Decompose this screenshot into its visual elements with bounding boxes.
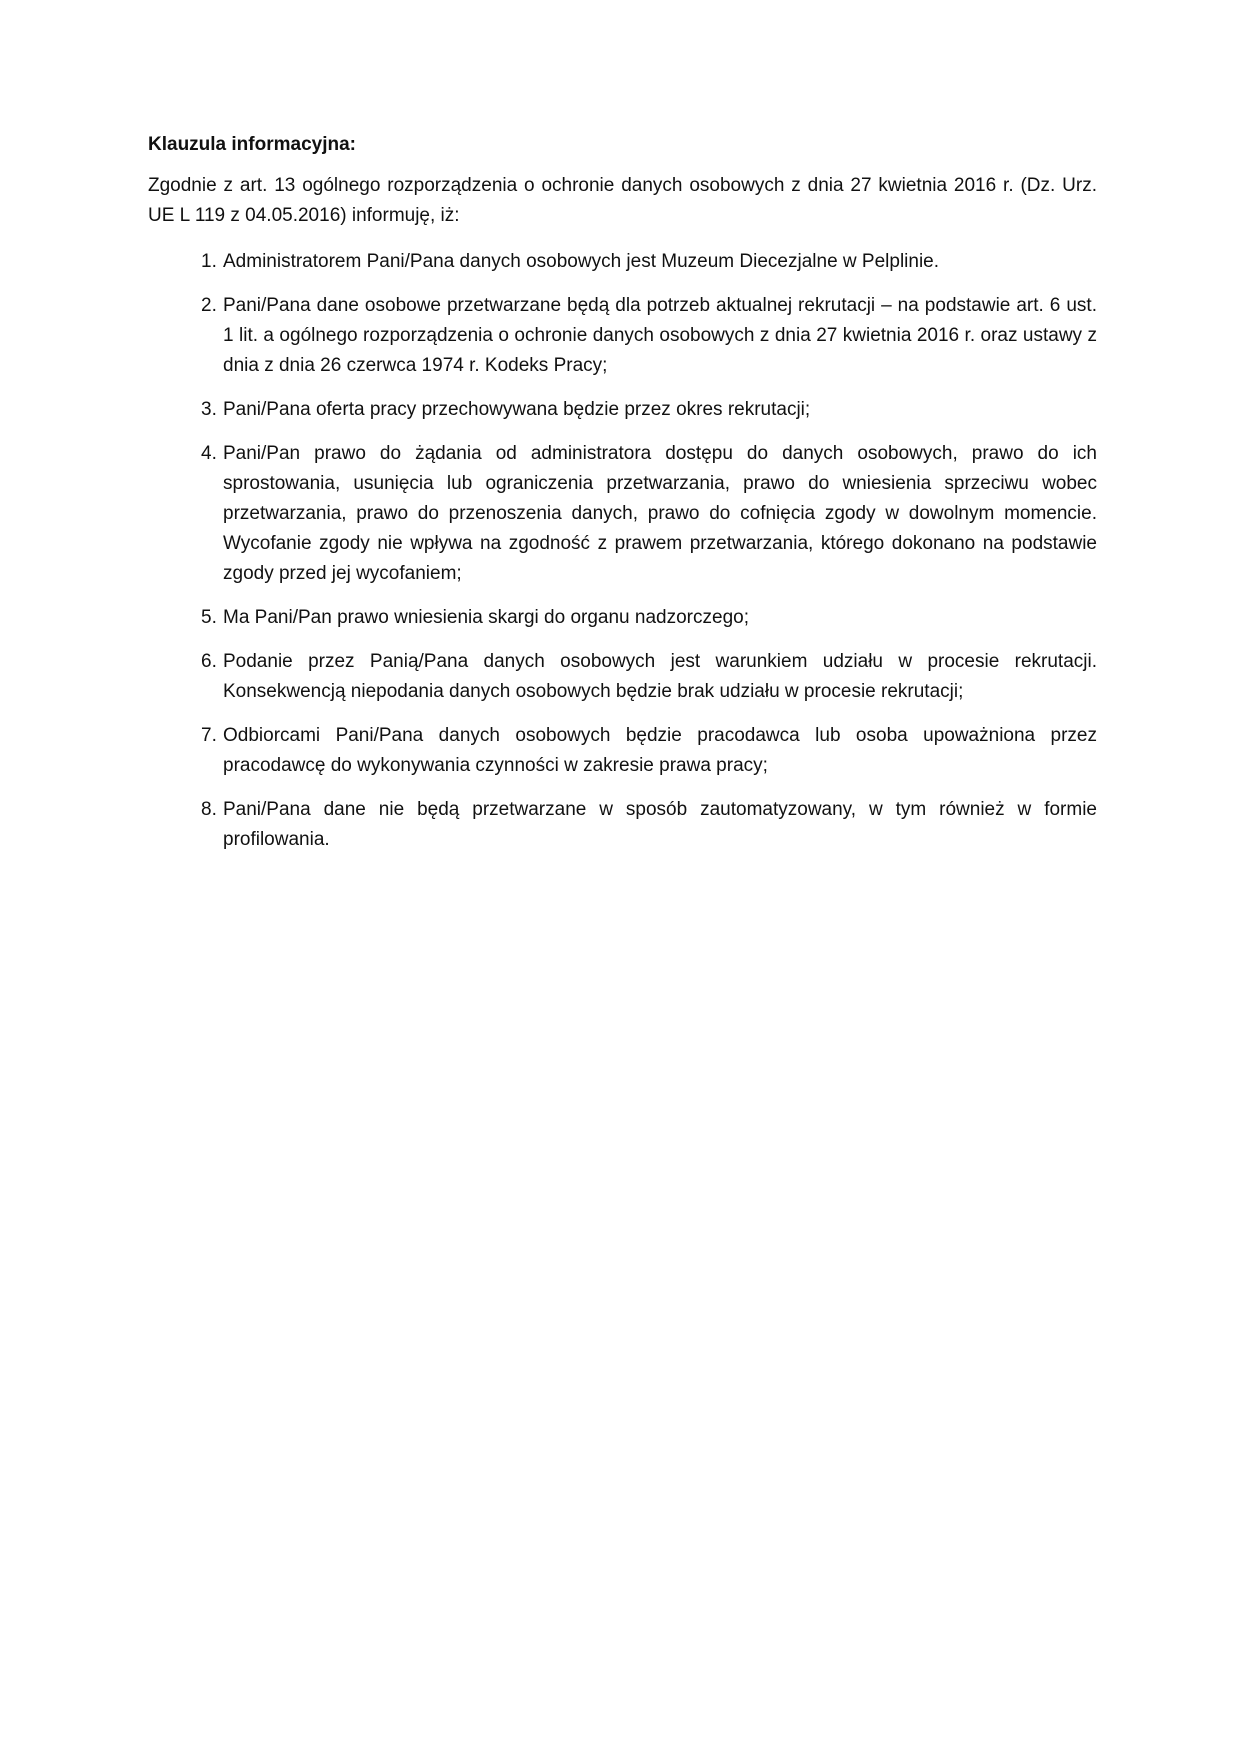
clause-number: 8. [201,799,217,820]
clause-text: Pani/Pan prawo do żądania od administratora dostępu do danych osobowych, prawo do ich sprostowania, usunięcia lub ograniczenia przetwarzania, prawo do wniesienia sprzeciwu wobec przetwarzania, prawo do przenoszenia danych, prawo do cofnięcia zgody w dowolnym momencie. Wycofanie zgody nie wpływa na zgodność z prawem przetwarzania, którego dokonano na podstawie zgody przed jej wycofaniem; [223,443,1097,584]
clause-text: Pani/Pana oferta pracy przechowywana będzie przez okres rekrutacji; [223,399,811,420]
list-item [148,721,1097,781]
clause-number: 1. [201,251,217,272]
clause-number: 6. [201,651,217,672]
document-heading: Klauzula informacyjna: [148,134,356,155]
list-item [148,647,1097,707]
list-item [148,247,1097,277]
clause-text: Pani/Pana dane nie będą przetwarzane w sposób zautomatyzowany, w tym również w formie profilowania. [223,799,1097,850]
clause-text: Podanie przez Panią/Pana danych osobowych jest warunkiem udziału w procesie rekrutacji. Konsekwencją niepodania danych osobowych będzie brak udziału w procesie rekrutacji; [223,651,1097,702]
list-item [148,795,1097,855]
clause-list [148,247,1097,855]
clause-number: 2. [201,295,217,316]
list-item [148,291,1097,381]
list-item [148,603,1097,633]
list-item [148,395,1097,425]
intro-paragraph: Zgodnie z art. 13 ogólnego rozporządzenia o ochronie danych osobowych z dnia 27 kwietnia 2016 r. (Dz. Urz. UE L 119 z 04.05.2016) informuję, iż: [148,175,1097,226]
list-item [148,439,1097,589]
clause-text: Ma Pani/Pan prawo wniesienia skargi do organu nadzorczego; [223,607,749,628]
clause-number: 7. [201,725,217,746]
clause-text: Administratorem Pani/Pana danych osobowych jest Muzeum Diecezjalne w Pelplinie. [223,251,940,272]
clause-number: 4. [201,443,217,464]
clause-number: 5. [201,607,217,628]
clause-text: Pani/Pana dane osobowe przetwarzane będą dla potrzeb aktualnej rekrutacji – na podstawie art. 6 ust. 1 lit. a ogólnego rozporządzenia o ochronie danych osobowych z dnia 27 kwietnia 2016 r. oraz ustawy z dnia z dnia 26 czerwca 1974 r. Kodeks Pracy; [223,295,1097,376]
document-page [148,130,1097,869]
clause-number: 3. [201,399,217,420]
clause-text: Odbiorcami Pani/Pana danych osobowych będzie pracodawca lub osoba upoważniona przez pracodawcę do wykonywania czynności w zakresie prawa pracy; [223,725,1097,776]
